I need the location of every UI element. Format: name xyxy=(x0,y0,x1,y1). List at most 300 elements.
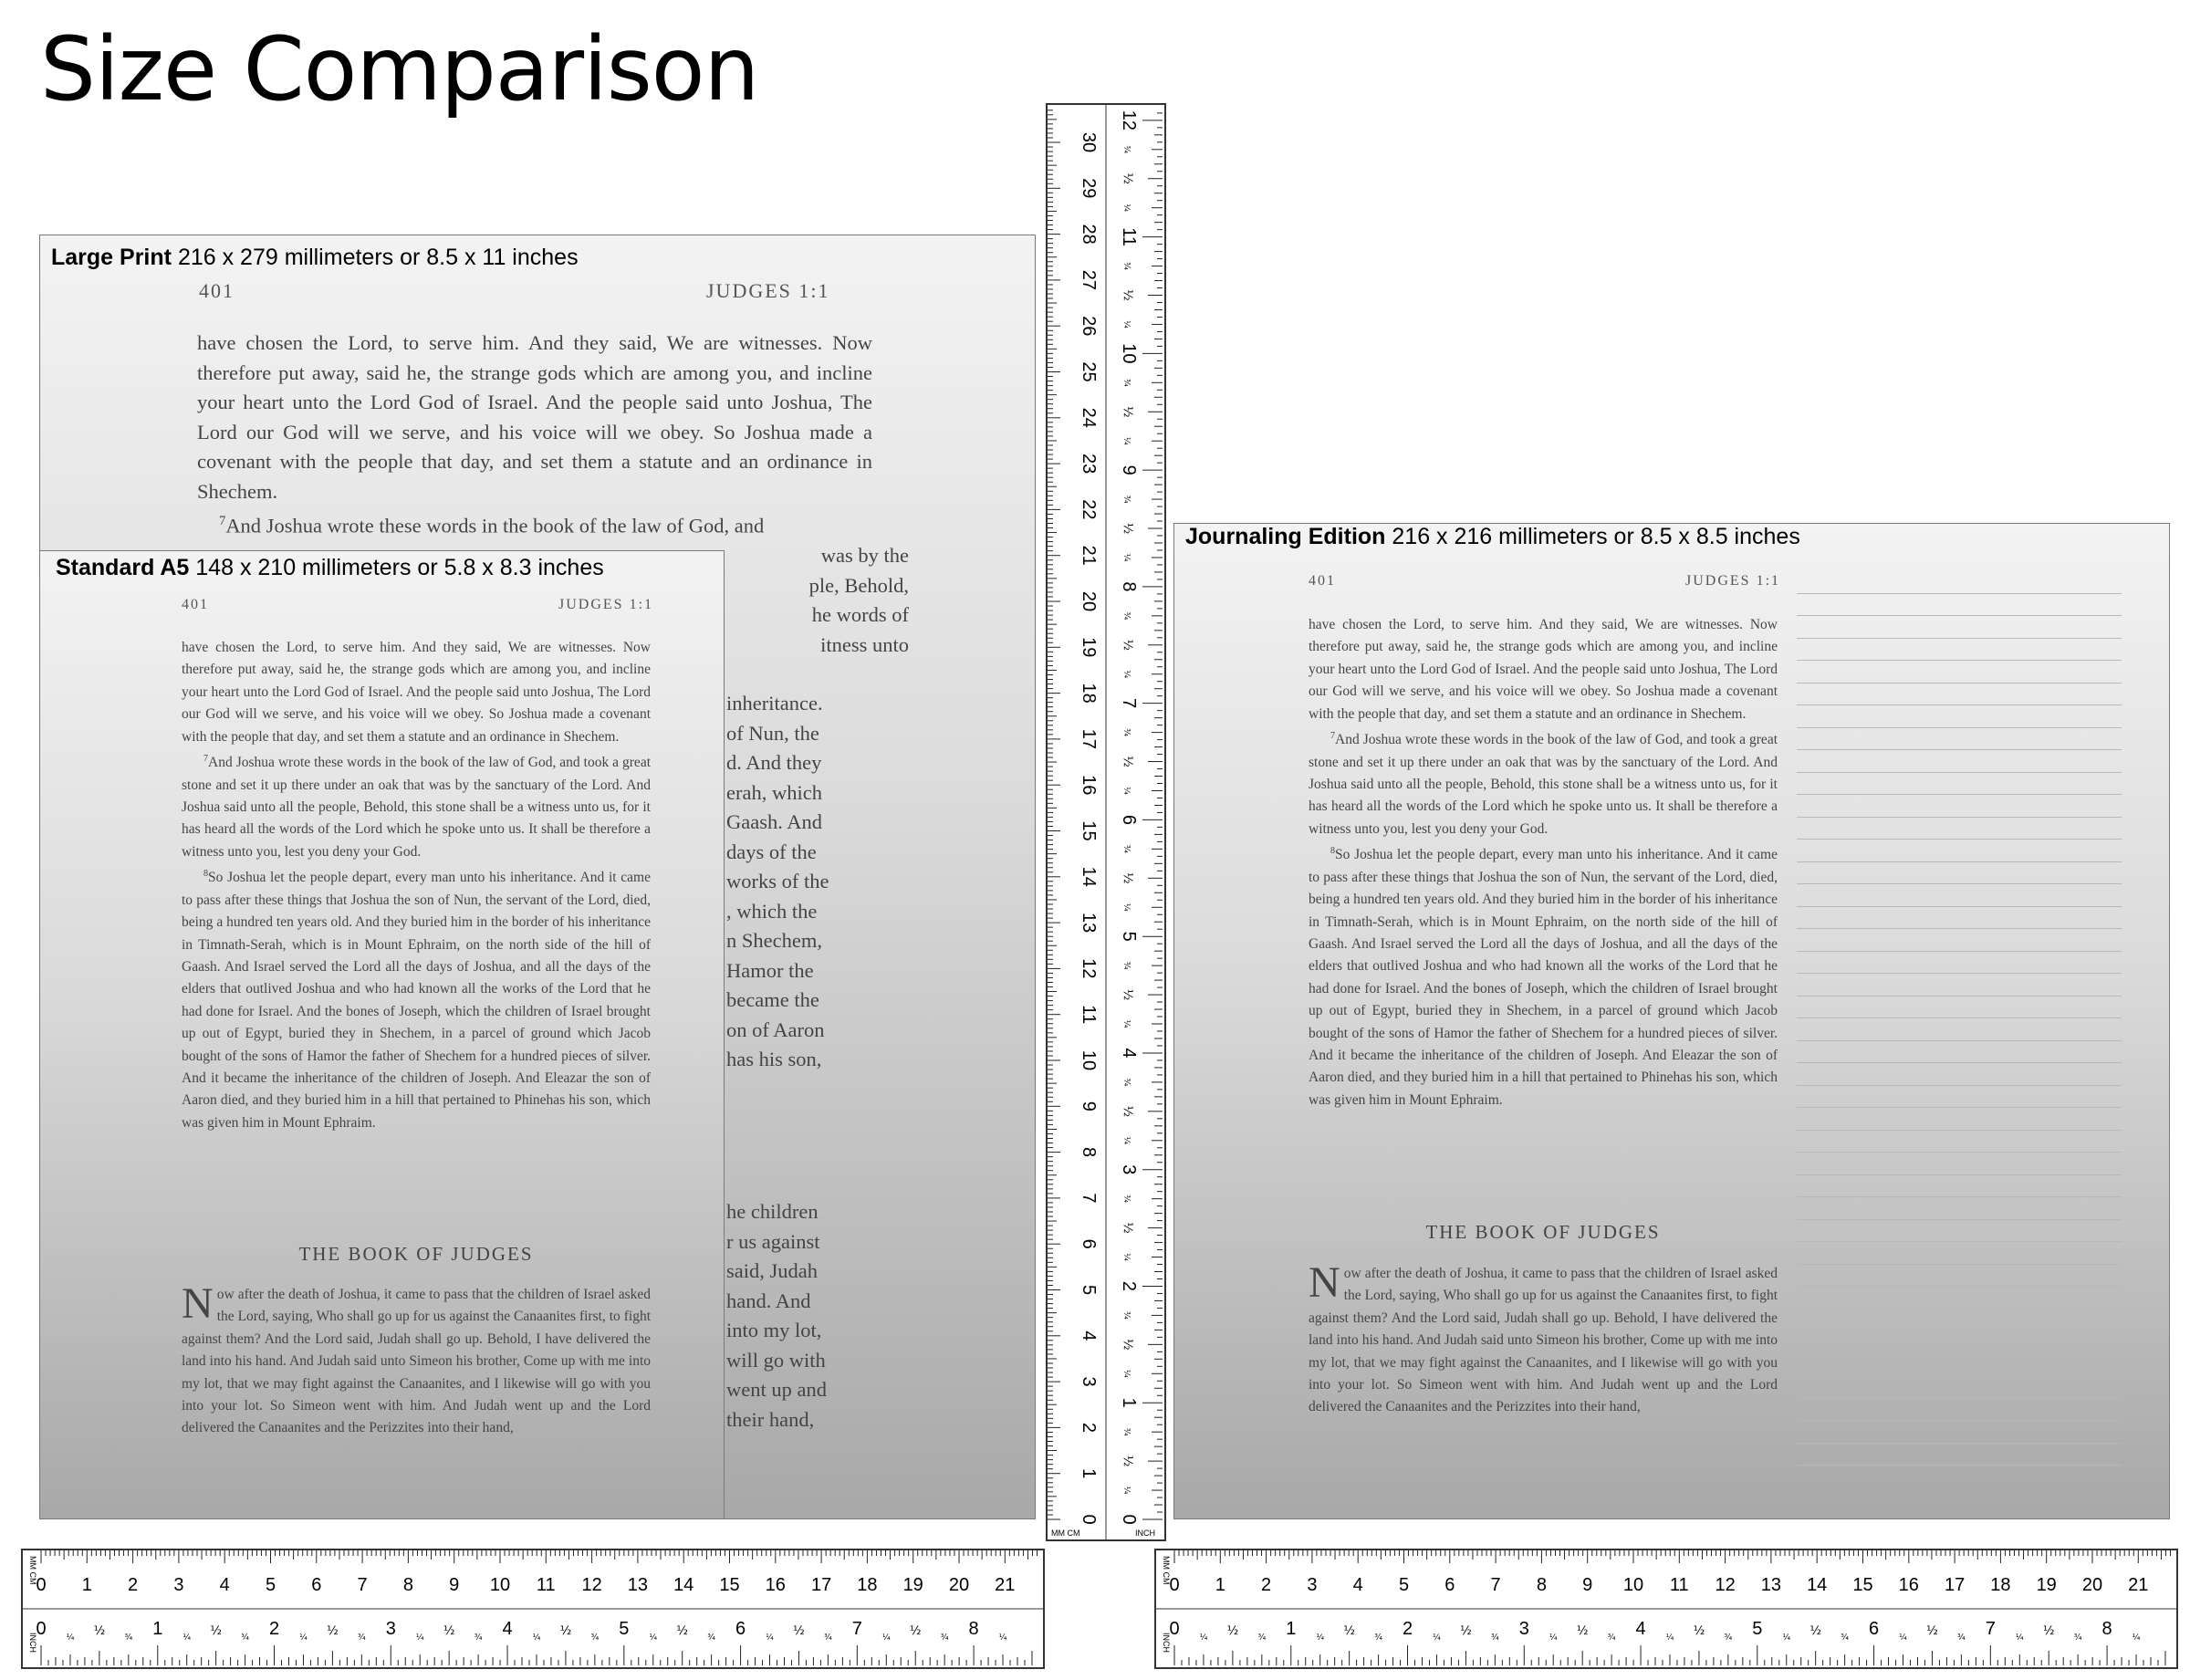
journal-line xyxy=(1797,705,2122,728)
journal-line xyxy=(1797,818,2122,840)
inch-number: 6 xyxy=(735,1619,746,1639)
journaling-verse7: $^7$And Joshua wrote these words in the book of the law of God, and took a great stone and set it up there under an oak that was by the sanctuary of the Lord. And Joshua said unto all the people, Behold, this stone shall be a witness unto us, for it has heard all the words of the Lord which he spoke unto us. It shall be therefore a witness unto you, lest you deny your God. xyxy=(1309,731,1778,837)
journaling-page-number: 401 xyxy=(1309,573,1336,589)
large-frag: days of the xyxy=(726,840,817,863)
inch-fraction-label: ½ xyxy=(1121,1105,1134,1118)
ruler-inch-label: INCH xyxy=(1162,1633,1171,1653)
journal-line xyxy=(1797,1063,2122,1086)
cm-number: 7 xyxy=(357,1575,368,1595)
journaling-name: Journaling Edition xyxy=(1185,524,1386,549)
inch-fraction-label: ¾ xyxy=(1121,961,1131,970)
large-frag: their hand, xyxy=(726,1407,815,1431)
cm-number: 18 xyxy=(857,1575,878,1595)
cm-number: 5 xyxy=(265,1575,276,1595)
inch-fraction-label: ¼ xyxy=(1121,1019,1131,1028)
journal-line xyxy=(1797,639,2122,662)
inch-fraction-label: ½ xyxy=(559,1624,572,1638)
inch-fraction-label: ¼ xyxy=(1316,1633,1325,1643)
large-frag: ple, Behold, xyxy=(808,573,909,597)
a5-book-title: THE BOOK OF JUDGES xyxy=(298,1243,534,1265)
cm-number: 3 xyxy=(1079,1376,1099,1387)
inch-fraction-label: ¾ xyxy=(707,1633,715,1643)
journal-line xyxy=(1797,1444,2122,1466)
cm-number: 3 xyxy=(173,1575,184,1595)
cm-number: 3 xyxy=(1307,1575,1318,1595)
journal-line xyxy=(1797,1108,2122,1131)
large-frag: has his son, xyxy=(726,1048,822,1070)
large-frag: he words of xyxy=(811,603,909,626)
inch-number: 2 xyxy=(1119,1280,1139,1292)
a5-running-head: JUDGES 1:1 xyxy=(558,597,654,612)
cm-number: 28 xyxy=(1079,224,1099,245)
cm-number: 18 xyxy=(1079,683,1099,704)
inch-fraction-label: ¾ xyxy=(590,1633,600,1643)
cm-number: 17 xyxy=(1079,728,1099,750)
journal-line xyxy=(1797,795,2122,818)
cm-number: 29 xyxy=(1079,178,1099,199)
inch-fraction-label: ½ xyxy=(443,1624,455,1638)
inch-fraction-label: ¾ xyxy=(1121,145,1131,154)
journal-line xyxy=(1797,594,2122,617)
a5-para1: have chosen the Lord, to serve him. And they said, We are witnesses. Now therefore put away, said he, the strange gods which are among you, and incline your heart unto the Lord God of Israel. And the people said unto Joshua, The Lord our God will we serve, and his voice will we obey. So Joshua made a covenant with the people that day, and set them a statute and an ordinance in Shechem. xyxy=(182,640,651,745)
cm-number: 2 xyxy=(128,1575,139,1595)
inch-fraction-label: ¾ xyxy=(1121,611,1131,621)
a5-verse8: $^8$So Joshua let the people depart, every man unto his inheritance. And it came to pass after these things that Joshua the son of Nun, the servant of the Lord, died, being a hundred ten years old. And they buried him in the border of his inheritance in Timnath-Serah, which is in Mount Ephraim, on the north side of the hill of Gaash. And Israel served the Lord all the days of Joshua, and all the days of the elders that outlived Joshua and who had known all the works of the Lord that he had done for Israel. And the bones of Joseph, which the children of Israel brought up out of Egypt, buried they in Shechem, in a parcel of ground which Jacob bought of the sons of Hamor the father of Shechem for a hundred pieces of silver. And it became the inheritance of the children of Joseph. And Eleazar the son of Aaron died, and they buried him in a hill that pertained to Phinehas his son, which was given him in Mount Ephraim. xyxy=(182,869,651,1131)
inch-number: 12 xyxy=(1119,110,1139,130)
a5-dropcap: N xyxy=(182,1279,214,1328)
cm-number: 21 xyxy=(2128,1575,2149,1595)
cm-number: 16 xyxy=(765,1575,786,1595)
journaling-running-head: JUDGES 1:1 xyxy=(1685,573,1781,589)
a5-judges-text xyxy=(182,1279,651,1440)
journal-line xyxy=(1797,1376,2122,1399)
cm-number: 16 xyxy=(1079,775,1099,796)
large-frag: was by the xyxy=(820,544,909,567)
cm-number: 9 xyxy=(449,1575,460,1595)
inch-fraction-label: ¾ xyxy=(1121,1078,1131,1087)
large-body-text xyxy=(197,329,872,541)
ruler-inch-label: INCH xyxy=(1135,1529,1155,1538)
inch-number: 2 xyxy=(268,1619,280,1639)
inch-fraction-label: ½ xyxy=(1121,1455,1134,1467)
inch-fraction-label: ¼ xyxy=(1121,320,1131,329)
large-frag: hand. And xyxy=(726,1289,811,1312)
cm-number: 4 xyxy=(1079,1330,1099,1341)
large-frag: d. And they xyxy=(726,751,822,774)
cm-number: 12 xyxy=(1715,1575,1736,1595)
journal-line xyxy=(1797,1265,2122,1288)
inch-fraction-label: ¾ xyxy=(824,1633,832,1643)
cm-number: 21 xyxy=(995,1575,1016,1595)
inch-number: 3 xyxy=(385,1619,396,1639)
a5-name: Standard A5 xyxy=(56,555,190,580)
journal-line xyxy=(1797,683,2122,706)
inch-fraction-label: ½ xyxy=(1926,1624,1938,1638)
inch-fraction-label: ½ xyxy=(1121,872,1134,884)
journaling-body-text xyxy=(1309,614,1778,1111)
cm-number: 7 xyxy=(1490,1575,1501,1595)
journal-line xyxy=(1797,1310,2122,1332)
journal-line xyxy=(1797,1086,2122,1109)
inch-fraction-label: ½ xyxy=(1121,172,1134,185)
journaling-verse8: $^8$So Joshua let the people depart, every man unto his inheritance. And it came to pass after these things that Joshua the son of Nun, the servant of the Lord, died, being a hundred ten years old. And they buried him in the border of his inheritance in Timnath-Serah, which is in Mount Ephraim, on the north side of the hill of Gaash. And Israel served the Lord all the days of Joshua, and all the days of the elders that outlived Joshua and who had known all the works of the Lord that he had done for Israel. And the bones of Joseph, which the children of Israel brought up out of Egypt, buried they in Shechem, in a parcel of ground which Jacob bought of the sons of Hamor the father of Shechem for a hundred pieces of silver. And it became the inheritance of the children of Joseph. And Eleazar the son of Aaron died, and they buried him in a hill that pertained to Phinehas his son, which was given him in Mount Ephraim. xyxy=(1309,846,1778,1108)
inch-fraction-label: ½ xyxy=(1809,1624,1821,1638)
inch-fraction-label: ¼ xyxy=(1121,1369,1131,1378)
inch-fraction-label: ¾ xyxy=(1121,845,1131,853)
large-verse7: $^7$And Joshua wrote these words in the book of the law of God, and xyxy=(219,514,765,537)
inch-fraction-label: ¼ xyxy=(1121,1136,1131,1145)
cm-number: 9 xyxy=(1079,1101,1099,1111)
cm-number: 15 xyxy=(1852,1575,1873,1595)
large-frag: into my lot, xyxy=(726,1319,822,1341)
large-frag: said, Judah xyxy=(726,1259,818,1282)
inch-number: 5 xyxy=(1119,931,1139,942)
bottom-left-ruler-graphic xyxy=(23,1550,1043,1667)
inch-fraction-label: ¾ xyxy=(1121,1195,1131,1204)
inch-fraction-label: ¼ xyxy=(1899,1633,1907,1643)
cm-number: 10 xyxy=(1079,1049,1099,1071)
inch-fraction-label: ¼ xyxy=(1121,1253,1131,1261)
cm-number: 0 xyxy=(1169,1575,1180,1595)
vertical-ruler-graphic xyxy=(1048,105,1164,1539)
inch-fraction-label: ¾ xyxy=(1490,1633,1499,1643)
cm-number: 12 xyxy=(581,1575,602,1595)
inch-fraction-label: ¾ xyxy=(1121,378,1131,387)
a5-judges-1: ow after the death of Joshua, it came to pass that the children of Israel asked the Lord, saying, Who shall go up for us against the Canaanites first, to fight against them? And the Lord said, Judah shall go up. Behold, I have delivered the land into his hand. And Judah said unto Simeon his brother, Come up with me into my lot, that we may fight against the Canaanites, and I likewise will go with you into your lot. So Simeon went with him. And Judah went up and the Lord delivered the Canaanites and the Perizzites into their hand, xyxy=(182,1287,651,1436)
cm-number: 14 xyxy=(673,1575,694,1595)
inch-number: 6 xyxy=(1119,814,1139,825)
cm-number: 1 xyxy=(81,1575,92,1595)
inch-number: 6 xyxy=(1869,1619,1880,1639)
cm-number: 6 xyxy=(311,1575,322,1595)
inch-number: 1 xyxy=(1119,1397,1139,1408)
journal-line xyxy=(1797,616,2122,639)
journal-line xyxy=(1797,728,2122,751)
cm-number: 8 xyxy=(402,1575,413,1595)
large-print-label xyxy=(51,245,579,271)
inch-fraction-label: ½ xyxy=(1576,1624,1589,1638)
large-fragments-1 xyxy=(726,541,909,660)
journaling-spec: 216 x 216 millimeters or 8.5 x 8.5 inches xyxy=(1392,524,1800,549)
journaling-label xyxy=(1185,524,1800,550)
ruler-inch-label: INCH xyxy=(28,1633,37,1653)
inch-fraction-label: ¼ xyxy=(299,1633,308,1643)
cm-number: 5 xyxy=(1398,1575,1410,1595)
large-frag: went up and xyxy=(726,1378,827,1401)
large-frag: erah, which xyxy=(726,780,822,804)
large-print-spec: 216 x 279 millimeters or 8.5 x 11 inches xyxy=(177,245,579,270)
inch-fraction-label: ¾ xyxy=(1957,1633,1966,1643)
inch-number: 7 xyxy=(1985,1619,1996,1639)
cm-number: 23 xyxy=(1079,453,1099,475)
journal-line xyxy=(1797,1153,2122,1175)
cm-number: 20 xyxy=(948,1575,970,1595)
journal-line xyxy=(1797,840,2122,862)
inch-number: 9 xyxy=(1119,464,1139,475)
journal-line xyxy=(1797,862,2122,885)
cm-number: 6 xyxy=(1444,1575,1455,1595)
cm-number: 15 xyxy=(1079,820,1099,841)
journaling-para1: have chosen the Lord, to serve him. And they said, We are witnesses. Now therefore put away, said he, the strange gods which are among you, and incline your heart unto the Lord God of Israel. And the people said unto Joshua, The Lord our God will we serve, and his voice will we obey. So Joshua made a covenant with the people that day, and set them a statute and an ordinance in Shechem. xyxy=(1309,617,1778,722)
cm-number: 26 xyxy=(1079,316,1099,337)
inch-number: 4 xyxy=(1635,1619,1646,1639)
inch-fraction-label: ¼ xyxy=(998,1633,1007,1643)
cm-number: 27 xyxy=(1079,269,1099,291)
large-page-number: 401 xyxy=(199,279,235,302)
inch-fraction-label: ¼ xyxy=(1665,1633,1674,1643)
large-frag: , which the xyxy=(726,899,818,923)
inch-number: 11 xyxy=(1119,227,1139,247)
cm-number: 11 xyxy=(1079,1005,1099,1025)
inch-fraction-label: ¾ xyxy=(940,1633,949,1643)
large-print-name: Large Print xyxy=(51,245,172,270)
inch-fraction-label: ½ xyxy=(1460,1624,1472,1638)
inch-number: 7 xyxy=(851,1619,862,1639)
inch-fraction-label: ¼ xyxy=(1199,1633,1208,1643)
large-frag: r us against xyxy=(726,1229,820,1253)
cm-number: 0 xyxy=(36,1575,47,1595)
journal-line xyxy=(1797,907,2122,930)
inch-number: 8 xyxy=(2101,1619,2112,1639)
inch-fraction-label: ¼ xyxy=(1782,1633,1791,1643)
inch-fraction-label: ½ xyxy=(2042,1624,2055,1638)
cm-number: 8 xyxy=(1079,1147,1099,1158)
large-frag: itness unto xyxy=(820,632,909,656)
inch-fraction-label: ¾ xyxy=(124,1633,133,1643)
inch-fraction-label: ¾ xyxy=(1607,1633,1616,1643)
cm-number: 8 xyxy=(1536,1575,1547,1595)
large-fragments-2 xyxy=(726,689,872,1075)
cm-number: 24 xyxy=(1079,407,1099,428)
inch-fraction-label: ½ xyxy=(1121,756,1134,767)
journal-line xyxy=(1797,974,2122,997)
cm-number: 15 xyxy=(719,1575,740,1595)
inch-fraction-label: ¼ xyxy=(66,1633,75,1643)
inch-fraction-label: ½ xyxy=(210,1624,222,1638)
journal-line xyxy=(1797,929,2122,952)
large-frag: of Nun, the xyxy=(726,721,819,745)
inch-number: 3 xyxy=(1518,1619,1529,1639)
inch-fraction-label: ¾ xyxy=(1121,262,1131,270)
inch-fraction-label: ¾ xyxy=(474,1633,483,1643)
large-frag: Hamor the xyxy=(726,958,814,982)
inch-number: 8 xyxy=(968,1619,979,1639)
inch-number: 3 xyxy=(1119,1164,1139,1175)
inch-fraction-label: ¼ xyxy=(1121,436,1131,445)
inch-fraction-label: ¾ xyxy=(1121,1311,1131,1320)
inch-fraction-label: ¼ xyxy=(2132,1633,2141,1643)
inch-number: 8 xyxy=(1119,581,1139,592)
journaling-panel xyxy=(1173,523,2170,1519)
journal-line xyxy=(1797,1354,2122,1377)
inch-fraction-label: ½ xyxy=(909,1624,922,1638)
inch-fraction-label: ½ xyxy=(1226,1624,1239,1638)
large-frag: on of Aaron xyxy=(726,1017,825,1041)
large-para1: have chosen the Lord, to serve him. And they said, We are witnesses. Now therefore put away, said he, the strange gods which are among you, and incline your heart unto the Lord God of Israel. And the people said unto Joshua, The Lord our God will we serve, and his voice will we obey. So Joshua made a covenant with the people that day, and set them a statute and an ordinance in Shechem. xyxy=(197,331,872,503)
journal-line xyxy=(1797,1220,2122,1243)
inch-fraction-label: ¼ xyxy=(1121,670,1131,679)
a5-verse7: $^7$And Joshua wrote these words in the book of the law of God, and took a great stone and set it up there under an oak that was by the sanctuary of the Lord. And Joshua said unto all the people, Behold, this stone shall be a witness unto us, for it has heard all the words of the Lord which he spoke unto us. It shall be therefore a witness unto you, lest you deny your God. xyxy=(182,754,651,860)
journal-line xyxy=(1797,884,2122,907)
large-frag: works of the xyxy=(726,870,829,892)
inch-fraction-label: ½ xyxy=(1121,639,1134,652)
inch-fraction-label: ½ xyxy=(1343,1624,1355,1638)
cm-number: 19 xyxy=(1079,637,1099,658)
journal-line xyxy=(1797,1041,2122,1064)
inch-fraction-label: ¼ xyxy=(766,1633,774,1643)
inch-fraction-label: ¼ xyxy=(1433,1633,1441,1643)
cm-number: 6 xyxy=(1079,1238,1099,1249)
inch-fraction-label: ¼ xyxy=(881,1633,891,1643)
inch-fraction-label: ¼ xyxy=(182,1633,192,1643)
cm-number: 21 xyxy=(1079,545,1099,566)
journaling-book-title: THE BOOK OF JUDGES xyxy=(1425,1221,1661,1243)
inch-number: 10 xyxy=(1119,343,1139,364)
bottom-right-ruler xyxy=(1154,1549,2178,1669)
inch-number: 4 xyxy=(502,1619,513,1639)
journaling-lines xyxy=(1797,571,2122,1466)
journal-line xyxy=(1797,773,2122,796)
bottom-right-ruler-graphic xyxy=(1156,1550,2176,1667)
inch-fraction-label: ¼ xyxy=(1121,787,1131,795)
inch-number: 0 xyxy=(1119,1514,1139,1525)
journal-line xyxy=(1797,1131,2122,1153)
inch-fraction-label: ½ xyxy=(1121,1339,1134,1351)
cm-number: 22 xyxy=(1079,499,1099,520)
large-frag: he children xyxy=(726,1200,819,1223)
cm-number: 20 xyxy=(2081,1575,2103,1595)
cm-number: 25 xyxy=(1079,361,1099,382)
inch-fraction-label: ¼ xyxy=(1549,1633,1558,1643)
journal-line xyxy=(1797,1399,2122,1422)
cm-number: 16 xyxy=(1898,1575,1919,1595)
inch-fraction-label: ½ xyxy=(1121,289,1134,301)
cm-number: 13 xyxy=(1079,912,1099,934)
inch-fraction-label: ¼ xyxy=(532,1633,541,1643)
cm-number: 2 xyxy=(1079,1422,1099,1433)
inch-number: 5 xyxy=(619,1619,630,1639)
ruler-mm-cm-label: MM CM xyxy=(1051,1529,1080,1538)
cm-number: 10 xyxy=(489,1575,511,1595)
large-frag: inheritance. xyxy=(726,692,823,715)
inch-fraction-label: ½ xyxy=(793,1624,805,1638)
cm-number: 30 xyxy=(1079,131,1099,153)
inch-fraction-label: ¾ xyxy=(1374,1633,1382,1643)
journaling-judges-text xyxy=(1309,1258,1778,1419)
inch-fraction-label: ¼ xyxy=(2015,1633,2024,1643)
inch-fraction-label: ¼ xyxy=(1121,553,1131,562)
inch-fraction-label: ¾ xyxy=(1257,1633,1267,1643)
cm-number: 1 xyxy=(1079,1468,1099,1479)
journal-line xyxy=(1797,1197,2122,1220)
journaling-judges-1: ow after the death of Joshua, it came to pass that the children of Israel asked the Lord, saying, Who shall go up for us against the Canaanites first, to fight against them? And the Lord said, Judah shall go up. Behold, I have delivered the land into his hand. And Judah said unto Simeon his brother, Come up with me into my lot, that we may fight against the Canaanites, and I likewise will go with you into your lot. So Simeon went with him. And Judah went up and the Lord delivered the Canaanites and the Perizzites into their hand, xyxy=(1309,1266,1778,1415)
cm-number: 17 xyxy=(810,1575,832,1595)
page-title: Size Comparison xyxy=(40,18,759,120)
inch-fraction-label: ¾ xyxy=(1121,728,1131,736)
cm-number: 7 xyxy=(1079,1193,1099,1204)
inch-fraction-label: ¼ xyxy=(1121,203,1131,213)
cm-number: 13 xyxy=(627,1575,649,1595)
inch-fraction-label: ¼ xyxy=(1121,903,1131,912)
journal-line xyxy=(1797,1018,2122,1041)
journal-line xyxy=(1797,1175,2122,1198)
cm-number: 11 xyxy=(536,1575,556,1595)
standard-a5-panel xyxy=(39,550,725,1519)
journal-line xyxy=(1797,952,2122,975)
inch-fraction-label: ½ xyxy=(327,1624,339,1638)
cm-number: 17 xyxy=(1944,1575,1966,1595)
ruler-mm-cm-label: MM CM xyxy=(1162,1556,1171,1585)
large-frag: will go with xyxy=(726,1348,826,1372)
a5-body-text xyxy=(182,637,651,1134)
inch-fraction-label: ½ xyxy=(93,1624,106,1638)
a5-spec: 148 x 210 millimeters or 5.8 x 8.3 inches xyxy=(195,555,604,580)
bottom-left-ruler xyxy=(21,1549,1045,1669)
inch-fraction-label: ½ xyxy=(676,1624,688,1638)
large-frag: Gaash. And xyxy=(726,810,822,833)
journal-line xyxy=(1797,661,2122,683)
inch-number: 2 xyxy=(1402,1619,1413,1639)
cm-number: 13 xyxy=(1760,1575,1782,1595)
journal-line xyxy=(1797,1421,2122,1444)
vertical-ruler xyxy=(1046,103,1166,1541)
inch-number: 5 xyxy=(1752,1619,1763,1639)
inch-fraction-label: ½ xyxy=(1121,522,1134,535)
cm-number: 11 xyxy=(1669,1575,1689,1595)
cm-number: 20 xyxy=(1079,590,1099,612)
cm-number: 0 xyxy=(1079,1514,1099,1525)
inch-number: 1 xyxy=(152,1619,163,1639)
cm-number: 4 xyxy=(219,1575,230,1595)
inch-number: 1 xyxy=(1286,1619,1297,1639)
cm-number: 19 xyxy=(2036,1575,2057,1595)
inch-fraction-label: ¾ xyxy=(2073,1633,2082,1643)
cm-number: 4 xyxy=(1352,1575,1363,1595)
inch-fraction-label: ¼ xyxy=(415,1633,424,1643)
inch-number: 0 xyxy=(1169,1619,1180,1639)
cm-number: 1 xyxy=(1215,1575,1225,1595)
inch-fraction-label: ½ xyxy=(1121,405,1134,418)
journal-line xyxy=(1797,1287,2122,1310)
journal-line xyxy=(1797,750,2122,773)
inch-fraction-label: ½ xyxy=(1693,1624,1705,1638)
cm-number: 12 xyxy=(1079,958,1099,979)
inch-fraction-label: ¼ xyxy=(649,1633,658,1643)
inch-fraction-label: ¼ xyxy=(1121,1486,1131,1495)
inch-fraction-label: ¾ xyxy=(1841,1633,1849,1643)
inch-fraction-label: ¾ xyxy=(1724,1633,1733,1643)
cm-number: 14 xyxy=(1807,1575,1828,1595)
cm-number: 5 xyxy=(1079,1284,1099,1296)
ruler-mm-cm-label: MM CM xyxy=(28,1556,37,1585)
large-fragments-3 xyxy=(726,1197,872,1435)
large-frag: became the xyxy=(726,988,819,1011)
inch-fraction-label: ½ xyxy=(1121,988,1134,1001)
cm-number: 2 xyxy=(1261,1575,1272,1595)
inch-number: 0 xyxy=(36,1619,47,1639)
journal-line xyxy=(1797,1242,2122,1265)
journal-line xyxy=(1797,1331,2122,1354)
cm-number: 19 xyxy=(902,1575,923,1595)
inch-fraction-label: ½ xyxy=(1121,1222,1134,1234)
inch-fraction-label: ¾ xyxy=(241,1633,249,1643)
cm-number: 14 xyxy=(1079,866,1099,887)
cm-number: 18 xyxy=(1990,1575,2011,1595)
inch-fraction-label: ¾ xyxy=(1121,1427,1131,1436)
a5-label xyxy=(56,555,604,581)
inch-fraction-label: ¾ xyxy=(1121,495,1131,504)
inch-fraction-label: ¾ xyxy=(357,1633,366,1643)
